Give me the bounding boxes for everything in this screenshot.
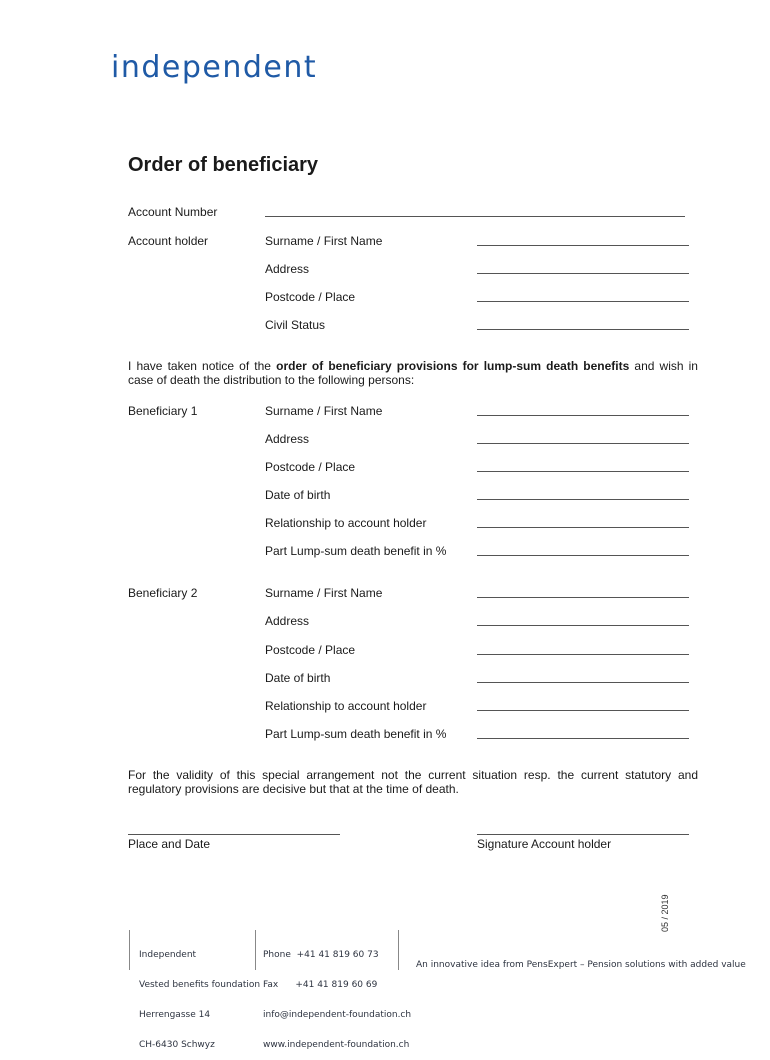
account-holder-civil-status-field[interactable] (477, 329, 689, 330)
b2-relationship-label: Relationship to account holder (265, 699, 427, 713)
b2-address-field[interactable] (477, 625, 689, 626)
b2-name-field[interactable] (477, 597, 689, 598)
footer-divider-1 (129, 930, 130, 970)
b1-address-field[interactable] (477, 443, 689, 444)
signature-field[interactable] (477, 834, 689, 835)
footer-email-link[interactable]: info@independent-foundation.ch (263, 1010, 412, 1020)
place-date-field[interactable] (128, 834, 340, 835)
b1-relationship-label: Relationship to account holder (265, 516, 427, 530)
b1-relationship-field[interactable] (477, 527, 689, 528)
footer-org-line: Vested benefits foundation (139, 980, 261, 990)
beneficiary-2-label: Beneficiary 2 (128, 586, 198, 600)
account-holder-civil-status-label: Civil Status (265, 318, 326, 332)
footer-divider-3 (398, 930, 399, 970)
b2-part-field[interactable] (477, 738, 689, 739)
logo: independent (111, 50, 318, 85)
b2-address-label: Address (265, 614, 310, 628)
footer-phone: Phone +41 41 819 60 73 (263, 950, 379, 960)
validity-paragraph: For the validity of this special arrangement not the current situation resp. the current statutory and regulatory provisions are decisive but that at the time of death. (128, 768, 698, 796)
place-date-label: Place and Date (128, 837, 211, 851)
b1-part-label: Part Lump-sum death benefit in % (265, 544, 447, 558)
version-label: 05 / 2019 (660, 894, 670, 932)
b2-dob-field[interactable] (477, 682, 689, 683)
footer-org-line: Herrengasse 14 (139, 1010, 211, 1020)
b1-postcode-label: Postcode / Place (265, 460, 356, 474)
page-title: Order of beneficiary (128, 154, 319, 176)
b1-dob-label: Date of birth (265, 488, 331, 502)
b2-relationship-field[interactable] (477, 710, 689, 711)
footer-org-block (139, 930, 260, 1060)
footer-org-line: CH-6430 Schwyz (139, 1040, 215, 1050)
b2-part-label: Part Lump-sum death benefit in % (265, 727, 447, 741)
b1-postcode-field[interactable] (477, 471, 689, 472)
account-number-label: Account Number (128, 205, 218, 219)
b2-postcode-label: Postcode / Place (265, 643, 356, 657)
account-holder-address-field[interactable] (477, 273, 689, 274)
account-number-field[interactable] (265, 216, 685, 217)
footer-contact-block (263, 930, 411, 1060)
account-holder-postcode-label: Postcode / Place (265, 290, 356, 304)
footer-tagline: An innovative idea from PensExpert – Pension solutions with added value (416, 960, 746, 970)
account-holder-address-label: Address (265, 262, 310, 276)
account-holder-label: Account holder (128, 234, 209, 248)
footer-org-line: Independent (139, 950, 197, 960)
beneficiary-1-label: Beneficiary 1 (128, 404, 198, 418)
signature-label: Signature Account holder (477, 837, 612, 851)
notice-paragraph: I have taken notice of the order of beneficiary provisions for lump-sum death benefits and wish in case of death the distribution to the following persons: (128, 359, 698, 387)
footer-website-link[interactable]: www.independent-foundation.ch (263, 1040, 410, 1050)
b2-postcode-field[interactable] (477, 654, 689, 655)
footer-fax: Fax +41 41 819 60 69 (263, 980, 378, 990)
account-holder-postcode-field[interactable] (477, 301, 689, 302)
b1-name-field[interactable] (477, 415, 689, 416)
b2-name-label: Surname / First Name (265, 586, 383, 600)
footer-divider-2 (255, 930, 256, 970)
b1-part-field[interactable] (477, 555, 689, 556)
b1-name-label: Surname / First Name (265, 404, 383, 418)
b1-address-label: Address (265, 432, 310, 446)
notice-bold-text: order of beneficiary provisions for lump-sum death benefits (276, 359, 630, 373)
b2-dob-label: Date of birth (265, 671, 331, 685)
account-holder-name-field[interactable] (477, 245, 689, 246)
account-holder-name-label: Surname / First Name (265, 234, 383, 248)
b1-dob-field[interactable] (477, 499, 689, 500)
